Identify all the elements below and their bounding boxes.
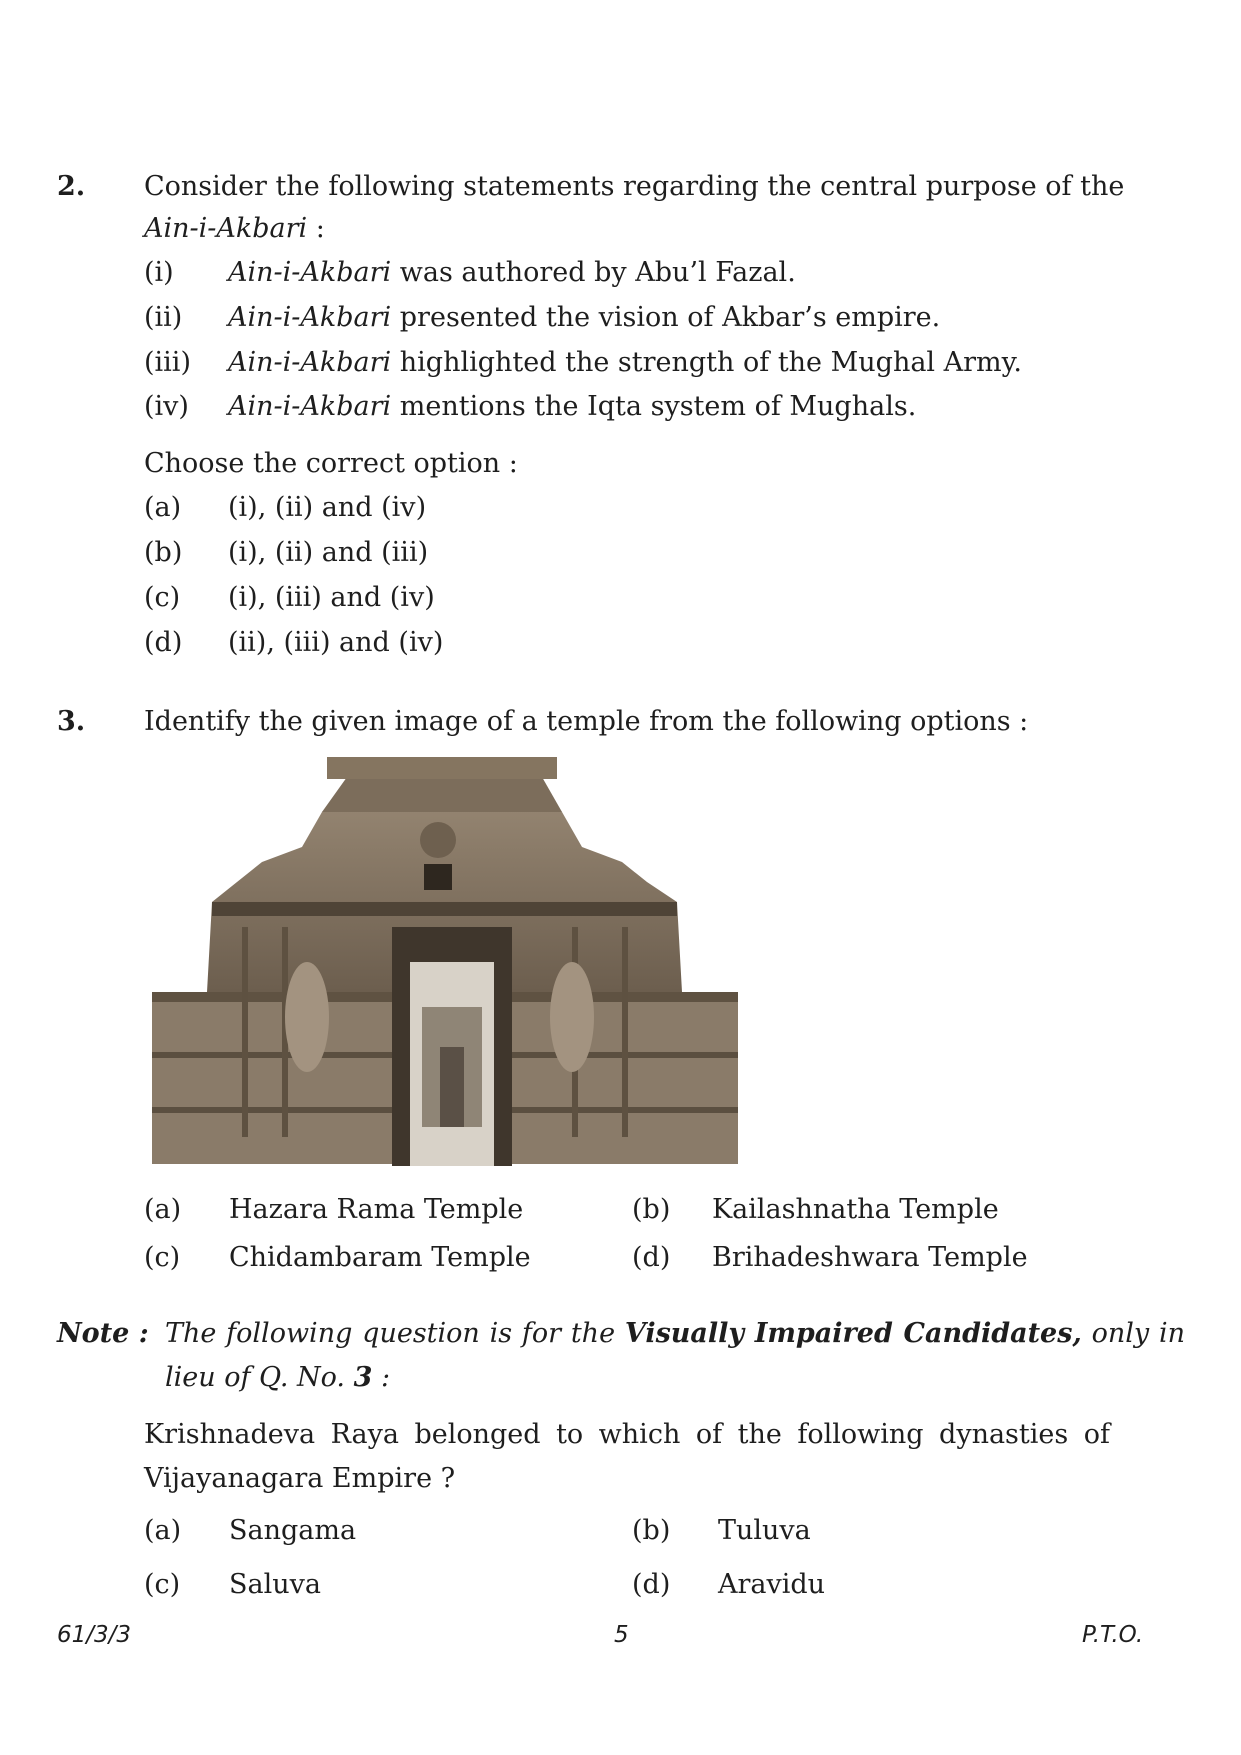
vi-option-a: Sangama [229,1515,357,1546]
question-2-stem-line2: Ain-i-Akbari : [144,213,325,244]
q3-option-label-b: (b) [632,1194,671,1225]
vi-option-label-d: (d) [632,1569,671,1600]
statement-label-3: (iii) [144,347,191,378]
option-label-d: (d) [144,627,183,658]
vi-option-label-a: (a) [144,1515,182,1546]
statement-label-4: (iv) [144,391,189,422]
option-label-b: (b) [144,537,183,568]
vi-option-label-b: (b) [632,1515,671,1546]
statement-label-2: (ii) [144,302,183,333]
option-a: (i), (ii) and (iv) [228,492,427,523]
question-3-stem: Identify the given image of a temple from the following options : [144,706,1029,737]
note-line2: lieu of Q. No. 3 : [165,1362,391,1393]
statement-4: Ain-i-Akbari mentions the Iqta system of Mughals. [228,391,917,422]
note-label: Note : [57,1318,149,1349]
option-b: (i), (ii) and (iii) [228,537,429,568]
page-number: 5 [614,1622,629,1648]
vi-question-stem-line2: Vijayanagara Empire ? [144,1463,456,1494]
vi-option-label-c: (c) [144,1569,181,1600]
option-c: (i), (iii) and (iv) [228,582,435,613]
statement-2: Ain-i-Akbari presented the vision of Akbar’s empire. [228,302,941,333]
vi-option-d: Aravidu [718,1569,826,1600]
statement-1: Ain-i-Akbari was authored by Abu’l Fazal. [228,257,796,288]
ain-i-akbari-title: Ain-i-Akbari [144,213,308,244]
statement-label-1: (i) [144,257,174,288]
please-turn-over: P.T.O. [1082,1622,1144,1648]
statement-3: Ain-i-Akbari highlighted the strength of the Mughal Army. [228,347,1022,378]
vi-option-c: Saluva [229,1569,321,1600]
note-line1: The following question is for the Visually Impaired Candidates, only in [165,1318,1185,1349]
q3-option-label-d: (d) [632,1242,671,1273]
choose-instruction: Choose the correct option : [144,448,518,479]
question-2-stem-line1: Consider the following statements regarding the central purpose of the [144,171,1125,202]
q3-option-label-a: (a) [144,1194,182,1225]
vi-option-b: Tuluva [718,1515,811,1546]
question-number-3: 3. [57,706,86,737]
q3-option-c: Chidambaram Temple [229,1242,531,1273]
temple-gopuram-photo [152,752,738,1166]
vi-question-stem-line1: Krishnadeva Raya belonged to which of the following dynasties of [144,1419,1110,1450]
option-label-c: (c) [144,582,181,613]
paper-code: 61/3/3 [57,1622,132,1648]
q3-option-b: Kailashnatha Temple [712,1194,999,1225]
q3-option-a: Hazara Rama Temple [229,1194,524,1225]
q3-option-label-c: (c) [144,1242,181,1273]
option-d: (ii), (iii) and (iv) [228,627,444,658]
question-number-2: 2. [57,171,86,202]
q3-option-d: Brihadeshwara Temple [712,1242,1028,1273]
option-label-a: (a) [144,492,182,523]
